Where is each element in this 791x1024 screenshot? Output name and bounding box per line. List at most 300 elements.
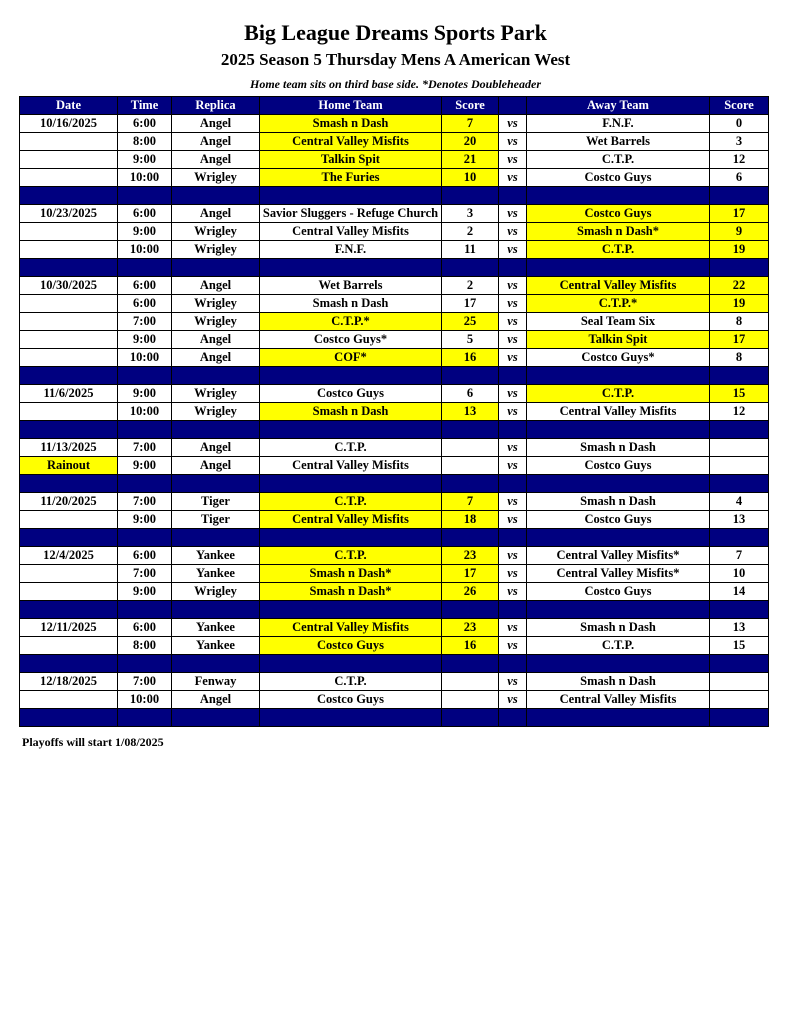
- separator-cell: [710, 601, 769, 619]
- cell-vs: vs: [499, 349, 527, 367]
- cell-home-team: Talkin Spit: [260, 151, 442, 169]
- cell-time: 8:00: [118, 133, 172, 151]
- cell-date: [20, 691, 118, 709]
- cell-home-score: 3: [442, 205, 499, 223]
- separator-cell: [260, 529, 442, 547]
- cell-away-team: C.T.P.*: [527, 295, 710, 313]
- cell-home-score: 11: [442, 241, 499, 259]
- separator-cell: [499, 367, 527, 385]
- cell-vs: vs: [499, 583, 527, 601]
- cell-home-team: Central Valley Misfits: [260, 619, 442, 637]
- cell-home-team: Savior Sluggers - Refuge Church: [260, 205, 442, 223]
- cell-home-score: 21: [442, 151, 499, 169]
- cell-time: 10:00: [118, 403, 172, 421]
- cell-away-score: 22: [710, 277, 769, 295]
- cell-date: [20, 151, 118, 169]
- cell-replica: Wrigley: [172, 295, 260, 313]
- cell-replica: Angel: [172, 151, 260, 169]
- cell-date: [20, 331, 118, 349]
- table-row: [20, 313, 769, 331]
- cell-away-score: 13: [710, 511, 769, 529]
- separator-cell: [442, 601, 499, 619]
- cell-vs: vs: [499, 673, 527, 691]
- cell-away-team: Costco Guys*: [527, 349, 710, 367]
- cell-home-score: 13: [442, 403, 499, 421]
- separator-cell: [499, 529, 527, 547]
- separator-cell: [172, 187, 260, 205]
- cell-time: 6:00: [118, 205, 172, 223]
- cell-time: 7:00: [118, 493, 172, 511]
- cell-home-score: 17: [442, 295, 499, 313]
- cell-away-score: [710, 457, 769, 475]
- cell-away-score: 13: [710, 619, 769, 637]
- cell-away-team: Costco Guys: [527, 205, 710, 223]
- cell-away-team: Central Valley Misfits*: [527, 547, 710, 565]
- cell-vs: vs: [499, 241, 527, 259]
- separator-cell: [118, 475, 172, 493]
- table-row: [20, 241, 769, 259]
- column-header-home-score: Score: [442, 97, 499, 115]
- cell-date: [20, 295, 118, 313]
- separator-cell: [20, 529, 118, 547]
- cell-vs: vs: [499, 637, 527, 655]
- table-row: [20, 673, 769, 691]
- cell-home-team: F.N.F.: [260, 241, 442, 259]
- cell-away-score: 6: [710, 169, 769, 187]
- cell-home-team: Smash n Dash: [260, 295, 442, 313]
- table-row: [20, 205, 769, 223]
- table-row: [20, 169, 769, 187]
- cell-date: [20, 403, 118, 421]
- cell-home-score: 10: [442, 169, 499, 187]
- cell-replica: Wrigley: [172, 583, 260, 601]
- cell-away-team: Costco Guys: [527, 169, 710, 187]
- cell-away-score: 4: [710, 493, 769, 511]
- cell-home-team: Smash n Dash*: [260, 583, 442, 601]
- cell-vs: vs: [499, 331, 527, 349]
- cell-away-score: 0: [710, 115, 769, 133]
- cell-replica: Wrigley: [172, 403, 260, 421]
- cell-replica: Wrigley: [172, 169, 260, 187]
- separator-cell: [527, 709, 710, 727]
- separator-cell: [118, 655, 172, 673]
- cell-away-team: Central Valley Misfits: [527, 691, 710, 709]
- separator-cell: [260, 187, 442, 205]
- cell-away-team: Costco Guys: [527, 457, 710, 475]
- separator-cell: [710, 421, 769, 439]
- separator-cell: [442, 655, 499, 673]
- cell-time: 9:00: [118, 151, 172, 169]
- separator-cell: [20, 187, 118, 205]
- table-row: [20, 115, 769, 133]
- cell-away-team: Smash n Dash: [527, 619, 710, 637]
- cell-home-score: [442, 691, 499, 709]
- separator-cell: [527, 259, 710, 277]
- separator-cell: [20, 709, 118, 727]
- week-separator-row: [20, 367, 769, 385]
- cell-vs: vs: [499, 133, 527, 151]
- separator-cell: [172, 475, 260, 493]
- playoffs-note: Playoffs will start 1/08/2025: [22, 735, 164, 749]
- separator-cell: [710, 475, 769, 493]
- separator-cell: [172, 709, 260, 727]
- cell-home-team: C.T.P.*: [260, 313, 442, 331]
- cell-vs: vs: [499, 619, 527, 637]
- cell-date: 11/13/2025: [20, 439, 118, 457]
- cell-time: 9:00: [118, 385, 172, 403]
- cell-home-score: 25: [442, 313, 499, 331]
- cell-away-score: 14: [710, 583, 769, 601]
- cell-away-score: 17: [710, 331, 769, 349]
- cell-replica: Angel: [172, 349, 260, 367]
- cell-time: 9:00: [118, 583, 172, 601]
- cell-vs: vs: [499, 295, 527, 313]
- separator-cell: [499, 655, 527, 673]
- cell-replica: Angel: [172, 133, 260, 151]
- cell-vs: vs: [499, 439, 527, 457]
- cell-date: [20, 565, 118, 583]
- cell-replica: Tiger: [172, 493, 260, 511]
- separator-cell: [499, 187, 527, 205]
- cell-date: [20, 349, 118, 367]
- column-header-replica: Replica: [172, 97, 260, 115]
- separator-cell: [499, 475, 527, 493]
- separator-cell: [172, 367, 260, 385]
- cell-vs: vs: [499, 223, 527, 241]
- separator-cell: [20, 601, 118, 619]
- cell-home-score: 7: [442, 115, 499, 133]
- cell-away-score: 10: [710, 565, 769, 583]
- cell-away-score: 3: [710, 133, 769, 151]
- cell-home-team: Central Valley Misfits: [260, 511, 442, 529]
- cell-date: 11/20/2025: [20, 493, 118, 511]
- cell-vs: vs: [499, 691, 527, 709]
- separator-cell: [442, 709, 499, 727]
- separator-cell: [527, 601, 710, 619]
- table-row: [20, 457, 769, 475]
- separator-cell: [20, 655, 118, 673]
- cell-home-team: C.T.P.: [260, 673, 442, 691]
- separator-cell: [118, 709, 172, 727]
- cell-away-score: 15: [710, 637, 769, 655]
- cell-home-score: 2: [442, 223, 499, 241]
- cell-replica: Yankee: [172, 637, 260, 655]
- cell-home-score: 2: [442, 277, 499, 295]
- separator-cell: [710, 187, 769, 205]
- cell-home-team: Costco Guys: [260, 385, 442, 403]
- cell-away-score: 19: [710, 295, 769, 313]
- cell-date: [20, 169, 118, 187]
- column-header-away-team: Away Team: [527, 97, 710, 115]
- cell-away-team: Wet Barrels: [527, 133, 710, 151]
- cell-date: [20, 313, 118, 331]
- cell-date: 10/30/2025: [20, 277, 118, 295]
- cell-vs: vs: [499, 385, 527, 403]
- separator-cell: [442, 529, 499, 547]
- cell-time: 10:00: [118, 169, 172, 187]
- separator-cell: [20, 367, 118, 385]
- cell-home-score: 5: [442, 331, 499, 349]
- week-separator-row: [20, 655, 769, 673]
- cell-home-team: Costco Guys: [260, 691, 442, 709]
- cell-home-score: [442, 673, 499, 691]
- week-separator-row: [20, 259, 769, 277]
- cell-away-score: 19: [710, 241, 769, 259]
- separator-cell: [260, 421, 442, 439]
- cell-home-score: 26: [442, 583, 499, 601]
- cell-away-score: 8: [710, 349, 769, 367]
- cell-time: 6:00: [118, 547, 172, 565]
- cell-replica: Angel: [172, 439, 260, 457]
- cell-home-team: Central Valley Misfits: [260, 133, 442, 151]
- table-row: [20, 637, 769, 655]
- cell-replica: Fenway: [172, 673, 260, 691]
- week-separator-row: [20, 601, 769, 619]
- cell-date: [20, 241, 118, 259]
- week-separator-row: [20, 529, 769, 547]
- table-row: [20, 133, 769, 151]
- cell-date: 12/18/2025: [20, 673, 118, 691]
- cell-home-score: 7: [442, 493, 499, 511]
- cell-away-team: C.T.P.: [527, 241, 710, 259]
- cell-time: 6:00: [118, 619, 172, 637]
- cell-replica: Wrigley: [172, 223, 260, 241]
- cell-replica: Angel: [172, 277, 260, 295]
- cell-vs: vs: [499, 151, 527, 169]
- separator-cell: [710, 655, 769, 673]
- table-row: [20, 331, 769, 349]
- cell-away-team: Seal Team Six: [527, 313, 710, 331]
- separator-cell: [172, 655, 260, 673]
- cell-date: [20, 223, 118, 241]
- separator-cell: [710, 529, 769, 547]
- separator-cell: [442, 367, 499, 385]
- separator-cell: [527, 655, 710, 673]
- cell-time: 6:00: [118, 295, 172, 313]
- separator-cell: [118, 187, 172, 205]
- cell-home-score: 16: [442, 349, 499, 367]
- cell-home-team: Smash n Dash*: [260, 565, 442, 583]
- separator-cell: [442, 421, 499, 439]
- cell-away-team: Smash n Dash: [527, 493, 710, 511]
- cell-away-score: [710, 439, 769, 457]
- cell-away-team: C.T.P.: [527, 637, 710, 655]
- schedule-table: [19, 96, 769, 727]
- table-row: [20, 277, 769, 295]
- table-row: [20, 223, 769, 241]
- cell-time: 7:00: [118, 565, 172, 583]
- cell-replica: Yankee: [172, 547, 260, 565]
- cell-away-team: Costco Guys: [527, 511, 710, 529]
- cell-home-score: 20: [442, 133, 499, 151]
- separator-cell: [260, 601, 442, 619]
- cell-replica: Wrigley: [172, 385, 260, 403]
- table-row: [20, 583, 769, 601]
- separator-cell: [118, 421, 172, 439]
- cell-date: Rainout: [20, 457, 118, 475]
- cell-away-team: Costco Guys: [527, 583, 710, 601]
- table-row: [20, 691, 769, 709]
- table-row: [20, 385, 769, 403]
- cell-away-score: 7: [710, 547, 769, 565]
- cell-vs: vs: [499, 313, 527, 331]
- cell-home-team: Smash n Dash: [260, 403, 442, 421]
- cell-replica: Angel: [172, 205, 260, 223]
- cell-away-score: [710, 691, 769, 709]
- cell-home-team: The Furies: [260, 169, 442, 187]
- separator-cell: [499, 601, 527, 619]
- cell-time: 7:00: [118, 313, 172, 331]
- separator-cell: [499, 421, 527, 439]
- cell-time: 9:00: [118, 457, 172, 475]
- separator-cell: [20, 259, 118, 277]
- cell-home-team: Central Valley Misfits: [260, 457, 442, 475]
- separator-cell: [710, 259, 769, 277]
- cell-vs: vs: [499, 277, 527, 295]
- cell-replica: Angel: [172, 115, 260, 133]
- cell-date: [20, 511, 118, 529]
- separator-cell: [172, 601, 260, 619]
- cell-home-score: 18: [442, 511, 499, 529]
- cell-replica: Tiger: [172, 511, 260, 529]
- separator-cell: [527, 187, 710, 205]
- separator-cell: [527, 475, 710, 493]
- page-title: Big League Dreams Sports Park: [244, 20, 547, 45]
- separator-cell: [118, 259, 172, 277]
- separator-cell: [710, 367, 769, 385]
- separator-cell: [172, 421, 260, 439]
- cell-date: 11/6/2025: [20, 385, 118, 403]
- cell-date: [20, 637, 118, 655]
- cell-away-score: 8: [710, 313, 769, 331]
- separator-cell: [118, 601, 172, 619]
- cell-time: 9:00: [118, 223, 172, 241]
- cell-away-score: 17: [710, 205, 769, 223]
- cell-away-team: Central Valley Misfits: [527, 403, 710, 421]
- separator-cell: [442, 187, 499, 205]
- cell-home-score: 23: [442, 619, 499, 637]
- cell-replica: Yankee: [172, 565, 260, 583]
- cell-time: 6:00: [118, 115, 172, 133]
- cell-replica: Angel: [172, 691, 260, 709]
- week-separator-row: [20, 475, 769, 493]
- cell-time: 10:00: [118, 691, 172, 709]
- cell-away-team: Smash n Dash: [527, 439, 710, 457]
- cell-home-team: Wet Barrels: [260, 277, 442, 295]
- cell-away-score: 12: [710, 403, 769, 421]
- cell-away-team: Talkin Spit: [527, 331, 710, 349]
- page-subtitle: 2025 Season 5 Thursday Mens A American West: [220, 50, 571, 69]
- cell-home-score: 23: [442, 547, 499, 565]
- separator-cell: [527, 529, 710, 547]
- separator-cell: [499, 259, 527, 277]
- separator-cell: [260, 259, 442, 277]
- separator-cell: [499, 709, 527, 727]
- cell-vs: vs: [499, 169, 527, 187]
- table-row: [20, 349, 769, 367]
- separator-cell: [118, 367, 172, 385]
- table-row: [20, 493, 769, 511]
- separator-cell: [118, 529, 172, 547]
- cell-time: 8:00: [118, 637, 172, 655]
- cell-date: 12/11/2025: [20, 619, 118, 637]
- cell-away-score: 12: [710, 151, 769, 169]
- separator-cell: [260, 655, 442, 673]
- cell-home-score: 16: [442, 637, 499, 655]
- separator-cell: [527, 421, 710, 439]
- cell-away-team: C.T.P.: [527, 151, 710, 169]
- cell-away-team: Central Valley Misfits*: [527, 565, 710, 583]
- cell-home-score: 17: [442, 565, 499, 583]
- cell-date: 10/23/2025: [20, 205, 118, 223]
- cell-home-team: Costco Guys: [260, 637, 442, 655]
- column-header-home-team: Home Team: [260, 97, 442, 115]
- cell-time: 9:00: [118, 331, 172, 349]
- column-header-vs: [499, 97, 527, 115]
- separator-cell: [442, 259, 499, 277]
- cell-date: [20, 133, 118, 151]
- cell-away-team: Smash n Dash*: [527, 223, 710, 241]
- cell-time: 7:00: [118, 439, 172, 457]
- cell-vs: vs: [499, 511, 527, 529]
- cell-away-score: 9: [710, 223, 769, 241]
- schedule-note: Home team sits on third base side. *Denotes Doubleheader: [250, 77, 541, 91]
- separator-cell: [710, 709, 769, 727]
- cell-time: 9:00: [118, 511, 172, 529]
- cell-home-team: Costco Guys*: [260, 331, 442, 349]
- table-header-row: [20, 97, 769, 115]
- cell-time: 7:00: [118, 673, 172, 691]
- cell-vs: vs: [499, 205, 527, 223]
- table-row: [20, 565, 769, 583]
- cell-away-team: C.T.P.: [527, 385, 710, 403]
- cell-home-team: Central Valley Misfits: [260, 223, 442, 241]
- week-separator-row: [20, 187, 769, 205]
- separator-cell: [20, 421, 118, 439]
- cell-home-team: C.T.P.: [260, 493, 442, 511]
- column-header-date: Date: [20, 97, 118, 115]
- cell-home-team: Smash n Dash: [260, 115, 442, 133]
- column-header-time: Time: [118, 97, 172, 115]
- cell-home-team: C.T.P.: [260, 439, 442, 457]
- column-header-away-score: Score: [710, 97, 769, 115]
- cell-vs: vs: [499, 457, 527, 475]
- cell-vs: vs: [499, 565, 527, 583]
- cell-vs: vs: [499, 115, 527, 133]
- table-row: [20, 547, 769, 565]
- cell-home-score: 6: [442, 385, 499, 403]
- cell-home-score: [442, 439, 499, 457]
- cell-replica: Wrigley: [172, 313, 260, 331]
- table-row: [20, 403, 769, 421]
- separator-cell: [260, 709, 442, 727]
- separator-cell: [442, 475, 499, 493]
- cell-replica: Angel: [172, 457, 260, 475]
- cell-vs: vs: [499, 493, 527, 511]
- separator-cell: [172, 529, 260, 547]
- cell-replica: Wrigley: [172, 241, 260, 259]
- table-row: [20, 295, 769, 313]
- cell-away-team: Smash n Dash: [527, 673, 710, 691]
- week-separator-row: [20, 709, 769, 727]
- separator-cell: [172, 259, 260, 277]
- separator-cell: [20, 475, 118, 493]
- cell-replica: Yankee: [172, 619, 260, 637]
- separator-cell: [260, 475, 442, 493]
- separator-cell: [527, 367, 710, 385]
- cell-home-team: C.T.P.: [260, 547, 442, 565]
- table-row: [20, 511, 769, 529]
